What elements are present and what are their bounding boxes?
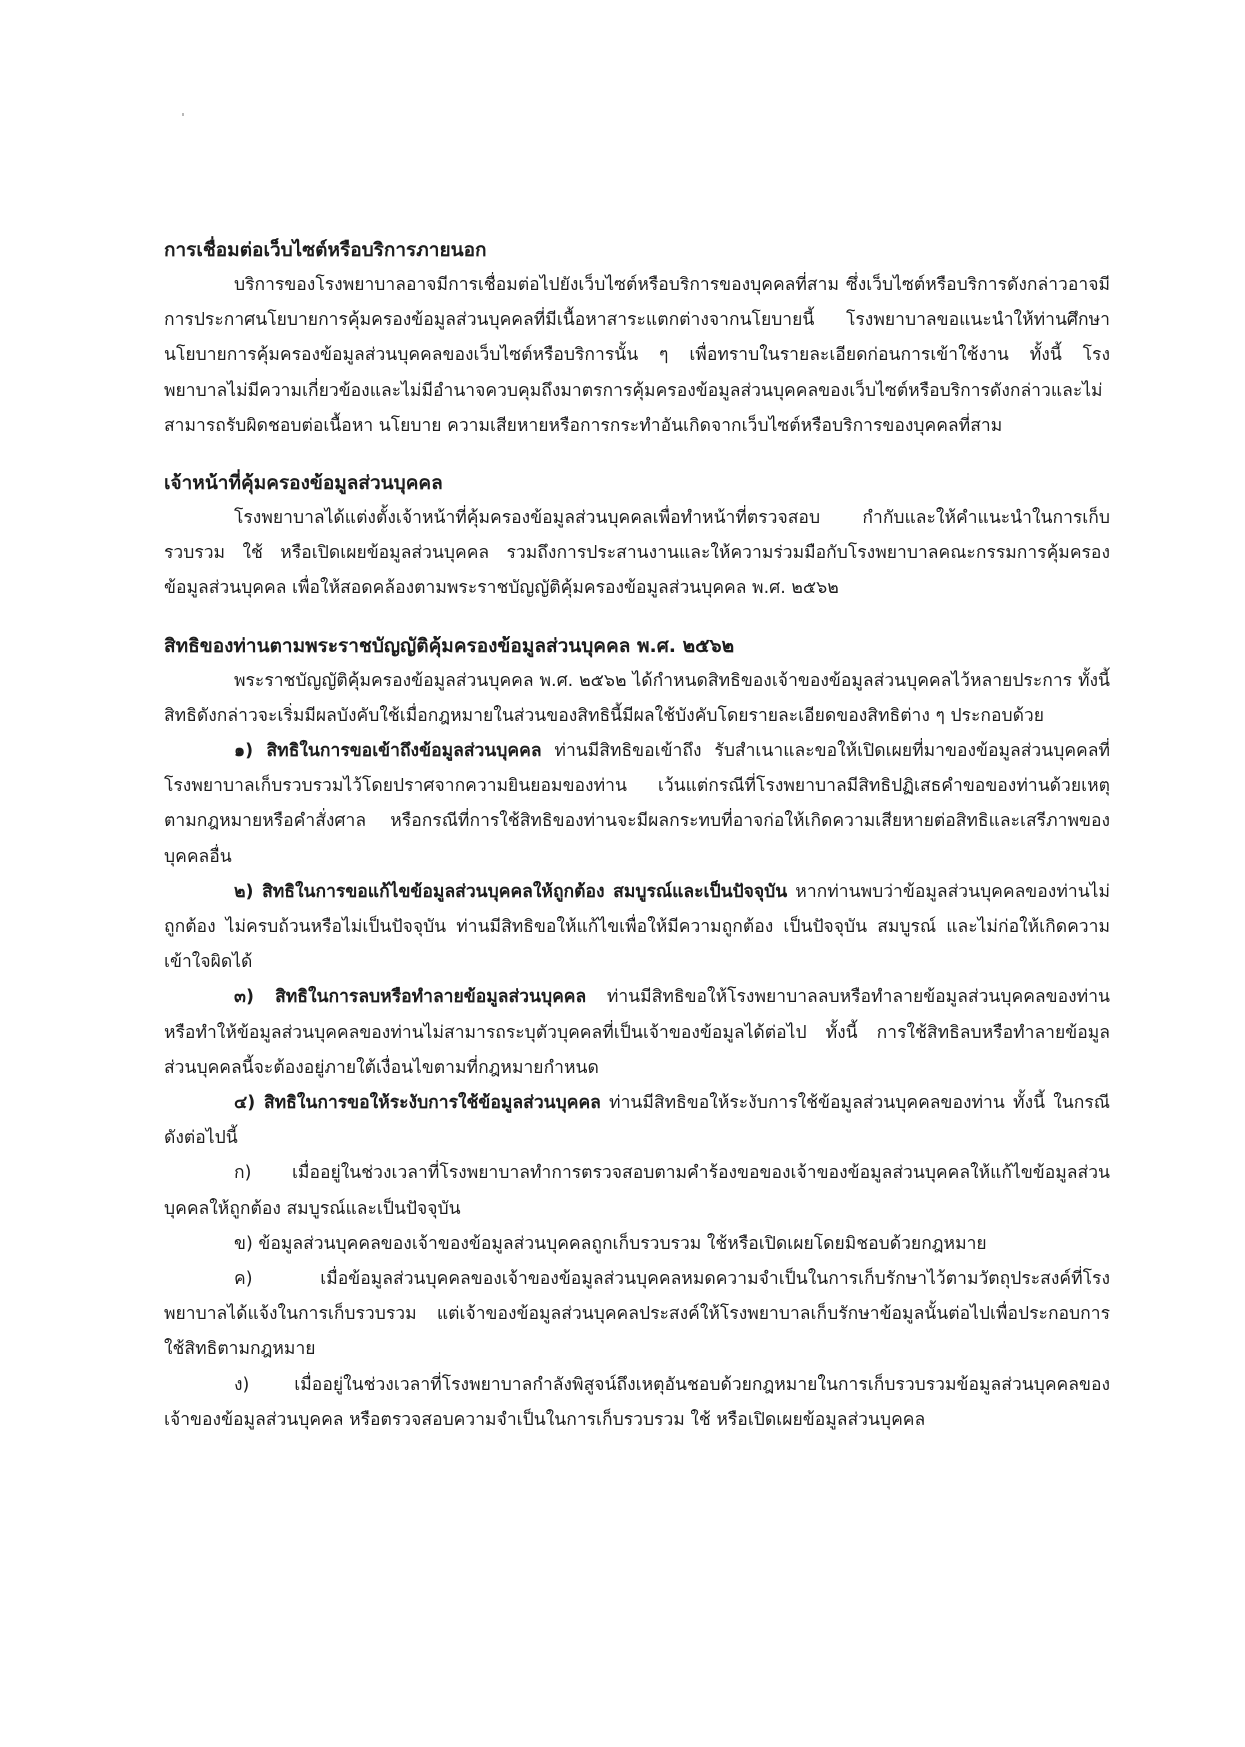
right-item-access xyxy=(164,734,1110,875)
paragraph-dpo: โรงพยาบาลได้แต่งตั้งเจ้าหน้าที่คุ้มครองข้อมูลส่วนบุคคลเพื่อทำหน้าที่ตรวจสอบ กำกับและให้คำแนะนำในการเก็บรวบรวม ใช้ หรือเปิดเผยข้อมูลส่วนบุคคล รวมถึงการประสานงานและให้ความร่วมมือกับโรงพยาบาลคณะกรรมการคุ้มครองข้อมูลส่วนบุคคล เพื่อให้สอดคล้องตามพระราชบัญญัติคุ้มครองข้อมูลส่วนบุคคล พ.ศ. ๒๕๖๒ xyxy=(164,508,1110,599)
right-item-erase xyxy=(164,980,1110,1086)
restrict-case-b: ข) ข้อมูลส่วนบุคคลของเจ้าของข้อมูลส่วนบุคคลถูกเก็บรวบรวม ใช้หรือเปิดเผยโดยมิชอบด้วยกฎหมาย xyxy=(234,1233,987,1254)
right-text: ท่านมีสิทธิขอให้ระงับการใช้ข้อมูลส่วนบุคคลของท่าน ทั้งนี้ ในกรณีดังต่อไปนี้ xyxy=(164,1093,1110,1149)
right-text: ท่านมีสิทธิขอให้โรงพยาบาลลบหรือทำลายข้อมูลส่วนบุคคลของท่าน หรือทำให้ข้อมูลส่วนบุคคลของท่านไม่สามารถระบุตัวบุคคลที่เป็นเจ้าของข้อมูลได้ต่อไป ทั้งนี้ การใช้สิทธิลบหรือทำลายข้อมูลส่วนบุคคลนี้จะต้องอยู่ภายใต้เงื่อนไขตามที่กฎหมายกำหนด xyxy=(164,987,1110,1078)
right-heading: ๒) สิทธิในการขอแก้ไขข้อมูลส่วนบุคคลให้ถูกต้อง สมบูรณ์และเป็นปัจจุบัน xyxy=(234,881,788,902)
paragraph-external-links: บริการของโรงพยาบาลอาจมีการเชื่อมต่อไปยังเว็บไซต์หรือบริการของบุคคลที่สาม ซึ่งเว็บไซต์หรือบริการดังกล่าวอาจมีการประกาศนโยบายการคุ้มครองข้อมูลส่วนบุคคลที่มีเนื้อหาสาระแตกต่างจากนโยบายนี้ โรงพยาบาลขอแนะนำให้ท่านศึกษานโยบายการคุ้มครองข้อมูลส่วนบุคคลของเว็บไซต์หรือบริการนั้น ๆ เพื่อทราบในรายละเอียดก่อนการเข้าใช้งาน ทั้งนี้ โรงพยาบาลไม่มีความเกี่ยวข้องและไม่มีอำนาจควบคุมถึงมาตรการคุ้มครองข้อมูลส่วนบุคคลของเว็บไซต์หรือบริการดังกล่าวและไม่สามารถรับผิดชอบต่อเนื้อหา นโยบาย ความเสียหายหรือการกระทำอันเกิดจากเว็บไซต์หรือบริการของบุคคลที่สาม xyxy=(164,275,1110,436)
section-title-dpo: เจ้าหน้าที่คุ้มครองข้อมูลส่วนบุคคล xyxy=(164,472,443,495)
right-heading: ๓) สิทธิในการลบหรือทำลายข้อมูลส่วนบุคคล xyxy=(234,987,587,1008)
restrict-case-a: ก) เมื่ออยู่ในช่วงเวลาที่โรงพยาบาลทำการตรวจสอบตามคำร้องขอของเจ้าของข้อมูลส่วนบุคคลให้แก้ไขข้อมูลส่วนบุคคลให้ถูกต้อง สมบูรณ์และเป็นปัจจุบัน xyxy=(164,1163,1110,1219)
paragraph-rights-intro: พระราชบัญญัติคุ้มครองข้อมูลส่วนบุคคล พ.ศ. ๒๕๖๒ ได้กำหนดสิทธิของเจ้าของข้อมูลส่วนบุคคลไว้หลายประการ ทั้งนี้ สิทธิดังกล่าวจะเริ่มมีผลบังคับใช้เมื่อกฎหมายในส่วนของสิทธินี้มีผลใช้บังคับโดยรายละเอียดของสิทธิต่าง ๆ ประกอบด้วย xyxy=(164,670,1110,726)
restrict-case-d: ง) เมื่ออยู่ในช่วงเวลาที่โรงพยาบาลกำลังพิสูจน์ถึงเหตุอันชอบด้วยกฎหมายในการเก็บรวบรวมข้อมูลส่วนบุคคลของเจ้าของข้อมูลส่วนบุคคล หรือตรวจสอบความจำเป็นในการเก็บรวบรวม ใช้ หรือเปิดเผยข้อมูลส่วนบุคคล xyxy=(164,1374,1110,1430)
right-text: ท่านมีสิทธิขอเข้าถึง รับสำเนาและขอให้เปิดเผยที่มาของข้อมูลส่วนบุคคลที่โรงพยาบาลเก็บรวบรวมไว้โดยปราศจากความยินยอมของท่าน เว้นแต่กรณีที่โรงพยาบาลมีสิทธิปฏิเสธคำขอของท่านด้วยเหตุตามกฎหมายหรือคำสั่งศาล หรือกรณีที่การใช้สิทธิของท่านจะมีผลกระทบที่อาจก่อให้เกิดความเสียหายต่อสิทธิและเสรีภาพของบุคคลอื่น xyxy=(164,741,1111,867)
right-heading: ๑) สิทธิในการขอเข้าถึงข้อมูลส่วนบุคคล xyxy=(234,741,542,762)
restrict-case-c: ค) เมื่อข้อมูลส่วนบุคคลของเจ้าของข้อมูลส่วนบุคคลหมดความจำเป็นในการเก็บรักษาไว้ตามวัตถุประสงค์ที่โรงพยาบาลได้แจ้งในการเก็บรวบรวม แต่เจ้าของข้อมูลส่วนบุคคลประสงค์ให้โรงพยาบาลเก็บรักษาข้อมูลนั้นต่อไปเพื่อประกอบการใช้สิทธิตามกฎหมาย xyxy=(164,1269,1110,1360)
section-title-rights: สิทธิของท่านตามพระราชบัญญัติคุ้มครองข้อมูลส่วนบุคคล พ.ศ. ๒๕๖๒ xyxy=(164,634,735,657)
right-text: หากท่านพบว่าข้อมูลส่วนบุคคลของท่านไม่ถูกต้อง ไม่ครบถ้วนหรือไม่เป็นปัจจุบัน ท่านมีสิทธิขอให้แก้ไขเพื่อให้มีความถูกต้อง เป็นปัจจุบัน สมบูรณ์ และไม่ก่อให้เกิดความเข้าใจผิดได้ xyxy=(164,881,1110,973)
right-item-rectify xyxy=(164,875,1110,981)
scan-speck xyxy=(182,113,184,116)
right-heading: ๔) สิทธิในการขอให้ระงับการใช้ข้อมูลส่วนบุคคล xyxy=(234,1093,601,1114)
section-title-external-links: การเชื่อมต่อเว็บไซต์หรือบริการภายนอก xyxy=(164,239,487,261)
right-item-restrict xyxy=(164,1086,1110,1156)
